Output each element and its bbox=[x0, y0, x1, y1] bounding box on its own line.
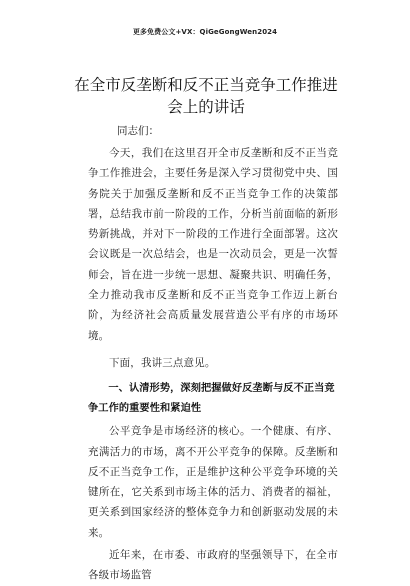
section-heading-1: 一、认清形势，深刻把握做好反垄断与反不正当竞争工作的重要性和紧迫性 bbox=[88, 383, 335, 415]
document-title: 在全市反垄断和反不正当竞争工作推进会上的讲话 bbox=[74, 76, 338, 116]
paragraph-outline: 下面，我讲三点意见。 bbox=[109, 356, 216, 369]
paragraph-section1-a: 公平竞争是市场经济的核心。一个健康、有序、充满活力的市场，离不开公平竞争的保障。反垄断和反不正当竞争工作，正是维护这种公平竞争环境的关键所在，它关系到市场主体的活力、消费者的福祉，更关系到国家经济的整体竞争力和创新驱动发展的未来。 bbox=[88, 425, 338, 539]
salutation: 同志们： bbox=[117, 125, 159, 137]
page-header: 更多免费公文+VX：QiGeGongWen2024 bbox=[132, 28, 278, 36]
paragraph-section1-b: 近年来，在市委、市政府的坚强领导下，在全市各级市场监管 bbox=[88, 549, 338, 582]
paragraph-intro: 今天，我们在这里召开全市反垄断和反不正当竞争工作推进会，主要任务是深入学习贯彻党中央、国务院关于加强反垄断和反不正当竞争工作的决策部署，总结我市前一阶段的工作，分析当前面临的新形势新挑战，并对下一阶段的工作进行全面部署。这次会议既是一次总结会，也是一次动员会，更是一次誓师会，旨在进一步统一思想、凝聚共识、明确任务，全力推动我市反垄断和反不正当竞争工作迈上新台阶，为经济社会高质量发展营造公平有序的市场环境。 bbox=[88, 147, 338, 342]
document-body bbox=[88, 143, 338, 586]
